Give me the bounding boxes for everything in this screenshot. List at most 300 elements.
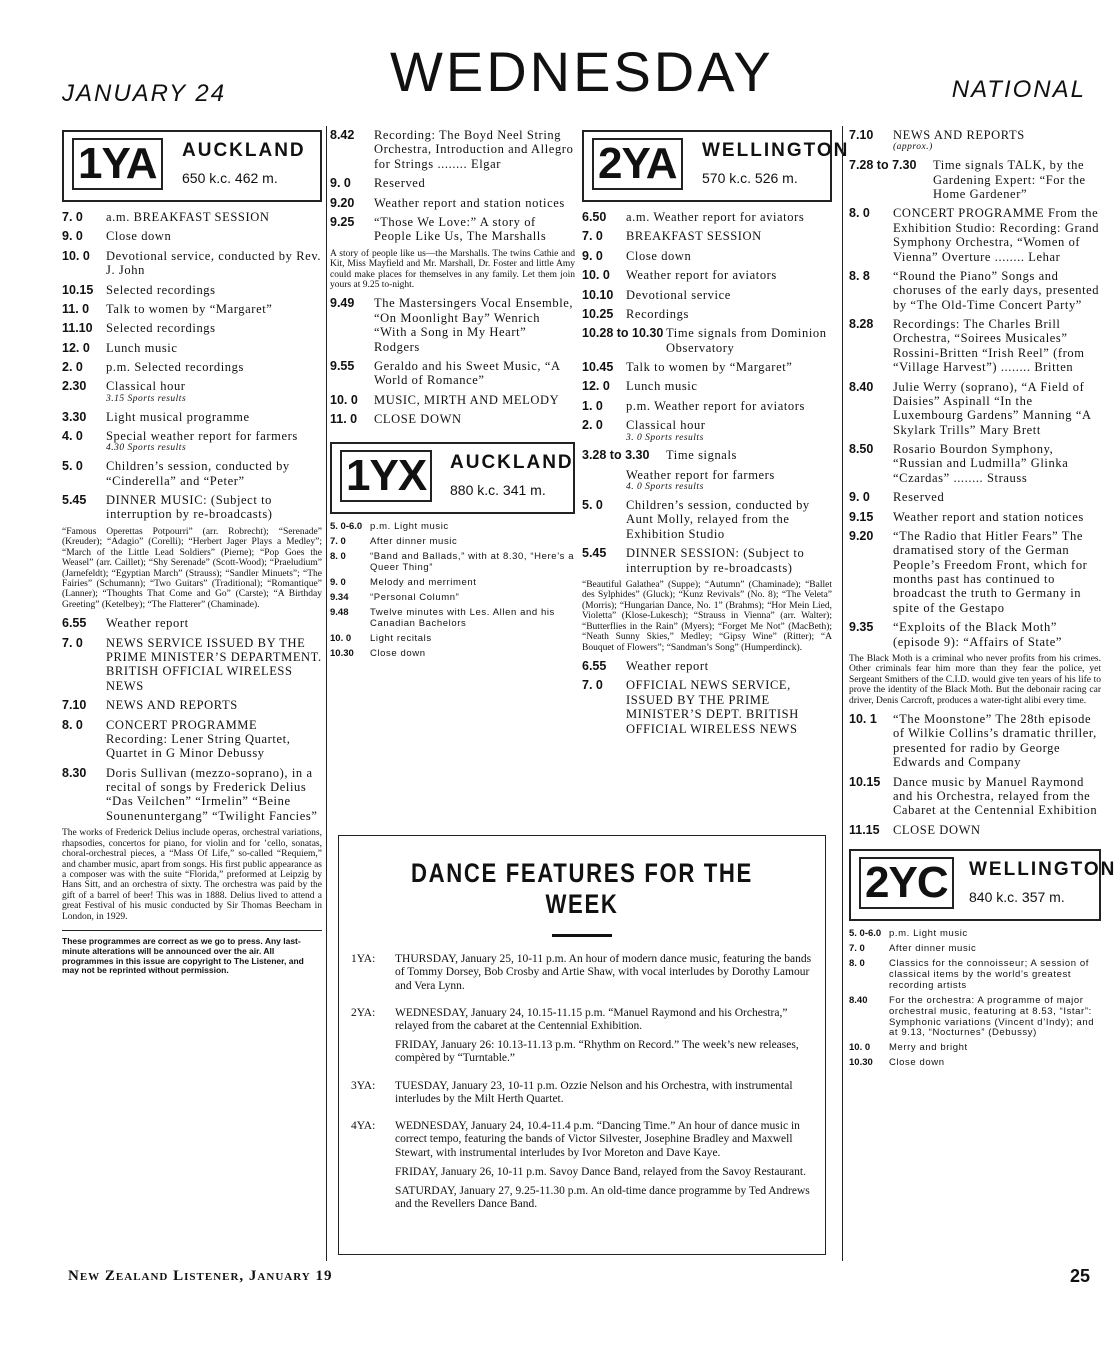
entry-text: Close down <box>106 229 172 244</box>
entry-text: Weather report <box>626 659 709 674</box>
dinner-session-note: “Beautiful Galathea” (Suppe); “Autumn” (Chaminade); “Ballet des Sylphides” (Gluck); “Kunz Revivals” (No. 8); “The Veleta” (Morris); “Hungarian Dance, No. 1” (Brahms); “Hor Mein Lied, Violetta” (Klose-Lukesch); “Strauss in Vienna” (arr. Walter); “Butterflies in the Rain” (Myers); “Forget Me Not” (MacBeth); “Neath Sunny Skies,” Medley; “Gipsy Wine” (Ritter); “A Bouquet of Flowers”; “Sandman’s Song” (Humperdinck). <box>582 579 832 653</box>
entry-text: “Those We Love:” A story of People Like Us, The Marshalls <box>374 214 547 244</box>
entry-time: 8.30 <box>62 765 87 780</box>
station-frequency: 650 k.c. 462 m. <box>182 170 278 186</box>
dance-paragraph: FRIDAY, January 26, 10-11 p.m. Savoy Dance Band, relayed from the Savoy Restaurant. <box>395 1165 806 1178</box>
schedule-entry <box>62 636 322 694</box>
entry-time: 5.45 <box>62 493 87 508</box>
entry-text: The Mastersingers Vocal Ensemble, “On Moonlight Bay” Wenrich “With a Song in My Heart” Rodgers <box>374 296 574 354</box>
schedule-entry <box>330 176 575 190</box>
entry-time: 10.28 to 10.30 <box>582 326 664 341</box>
entry-text: Reserved <box>893 490 945 505</box>
entry-description <box>893 712 1101 770</box>
schedule-entry <box>849 206 1101 264</box>
entry-time: 12. 0 <box>582 379 610 394</box>
schedule-entry <box>582 498 832 541</box>
schedule-entry <box>582 399 832 413</box>
entry-description <box>106 283 322 297</box>
entry-time: 7.28 to 7.30 <box>849 158 917 173</box>
schedule-entry <box>849 823 1101 837</box>
entry-text: Recording: The Boyd Neel String Orchestra, Introduction and Allegro for Strings ........ Elgar <box>374 128 574 171</box>
entry-description <box>106 636 322 694</box>
schedule-entry <box>330 649 575 660</box>
dinner-music-note: “Famous Operettas Potpourri” (arr. Robrecht); “Serenade” (Kreuder); “Adagio” (Corelli); “Herbert Jager Plays a Medley”; “March of the Little Lead Soldiers” (Pierne); “Pop Goes the Weasel” (arr. Caillet); “Shy Serenade” (Scott-Wood); “Praeludium” (Jarnefeldt); “Egyptian March” (Strauss); “Sandler Minuets”; “The Fairies” (Schumann); “Two Guitars” (Traditional); “Romantique” (Lanner); “Thoughts That Come and Go” (Carste); “A Birthday Greeting” (Ketelbey); “The Flatterer” (Chaminade). <box>62 526 322 610</box>
station-frequency: 840 k.c. 357 m. <box>969 889 1065 906</box>
entry-description <box>626 379 832 393</box>
entry-text: After dinner music <box>889 943 977 955</box>
entry-text: p.m. Light music <box>889 928 968 940</box>
entry-time: 6.55 <box>582 659 607 674</box>
dance-paragraph: WEDNESDAY, January 24, 10.4-11.4 p.m. “Dancing Time.” An hour of dance music in correct tempo, featuring the bands of Victor Silvester, Josephine Bradley and Maxwell Stewart, with instrumental interludes by Ivor Moreton and Dave Kaye. <box>395 1120 800 1159</box>
entry-description <box>370 608 575 630</box>
entry-text: CLOSE DOWN <box>374 412 462 426</box>
entry-time: 4. 0 <box>62 429 83 444</box>
entry-text: p.m. Light music <box>370 521 449 533</box>
entry-description <box>889 1058 1101 1069</box>
station-name: WELLINGTON <box>969 859 1116 881</box>
entry-time: 8. 0 <box>330 551 346 563</box>
entry-text: “Round the Piano” Songs and choruses of the early days, presented by “The Old-Time Concert Party” <box>893 268 1100 312</box>
schedule-entry <box>62 229 322 243</box>
entry-text: Recordings: The Charles Brill Orchestra, “Soirees Musicales” Rossini-Britten “Irish Reel” (from “Village Harvest”) ........ Britten <box>893 317 1085 375</box>
dance-paragraph: SATURDAY, January 27, 9.25-11.30 p.m. An old-time dance programme by Ted Andrews and the Revellers Dance Band. <box>395 1184 810 1211</box>
schedule-list <box>582 210 832 575</box>
entry-description <box>370 593 575 604</box>
dance-station: 2YA: <box>351 1006 376 1019</box>
schedule-entry <box>62 616 322 630</box>
schedule-entry <box>330 552 575 574</box>
schedule-entry <box>849 380 1101 438</box>
schedule-entry <box>582 249 832 263</box>
entry-time: 7. 0 <box>849 943 865 955</box>
schedule-list <box>62 210 322 522</box>
entry-time: 6.55 <box>62 616 87 631</box>
entry-text: a.m. BREAKFAST SESSION <box>106 210 270 224</box>
publication-footer: New Zealand Listener, January 19 <box>68 1268 333 1284</box>
schedule-entry <box>330 393 575 407</box>
schedule-entry <box>849 929 1101 940</box>
entry-time: 1. 0 <box>582 398 603 413</box>
entry-subnote: 4. 0 Sports results <box>626 482 704 493</box>
entry-description <box>374 176 575 190</box>
entry-description <box>106 410 322 424</box>
entry-description <box>626 288 832 302</box>
dance-details <box>395 953 813 999</box>
schedule-list <box>582 659 832 736</box>
entry-description <box>666 326 832 355</box>
entry-time: 8.40 <box>849 379 874 394</box>
schedule-entry <box>62 410 322 424</box>
entry-description <box>370 634 575 645</box>
entry-description <box>893 317 1101 375</box>
entry-time: 10. 0 <box>582 268 610 283</box>
entry-text: Weather report and station notices <box>374 195 565 210</box>
entry-text: Doris Sullivan (mezzo-soprano), in a recital of songs by Frederick Delius “Das Veilchen” “Irmelin” “Beine Sounenuntergang” “Twilight Fancies” <box>106 765 318 823</box>
schedule-entry <box>849 529 1101 615</box>
schedule-list <box>330 296 575 426</box>
entry-time: 5. 0-6.0 <box>330 521 363 533</box>
entry-time <box>582 468 626 493</box>
entry-description <box>893 442 1101 485</box>
schedule-entry <box>62 718 322 761</box>
schedule-entry <box>62 302 322 316</box>
entry-time: 3.30 <box>62 409 87 424</box>
issue-date: JANUARY 24 <box>62 80 227 107</box>
schedule-list <box>62 616 322 823</box>
schedule-entry <box>582 418 832 443</box>
entry-description <box>893 775 1101 818</box>
schedule-entry <box>330 608 575 630</box>
entry-description <box>106 229 322 243</box>
schedule-entry <box>582 288 832 302</box>
entry-description <box>626 498 832 541</box>
entry-time: 9.15 <box>849 509 874 524</box>
schedule-entry <box>62 283 322 297</box>
dance-station: 1YA: <box>351 953 376 966</box>
entry-text: a.m. Weather report for aviators <box>626 210 805 224</box>
entry-text: Recordings <box>626 306 689 321</box>
entry-time: 9. 0 <box>62 229 83 244</box>
schedule-entry <box>330 412 575 426</box>
entry-text: Close down <box>889 1057 945 1069</box>
entry-description <box>893 620 1101 649</box>
entry-text: Close down <box>626 248 692 263</box>
entry-description <box>106 429 322 454</box>
entry-description <box>626 418 832 443</box>
entry-text: Reserved <box>374 176 426 191</box>
schedule-entry <box>62 360 322 374</box>
entry-description <box>889 929 1101 940</box>
entry-time: 9.20 <box>330 195 355 210</box>
entry-description <box>106 459 322 488</box>
schedule-entry <box>849 490 1101 504</box>
station-name: AUCKLAND <box>450 452 574 474</box>
schedule-entry <box>330 578 575 589</box>
entry-text: Weather report for aviators <box>626 268 777 283</box>
entry-text: Classical hour <box>106 379 186 394</box>
entry-description <box>370 649 575 660</box>
entry-time: 8. 0 <box>62 717 83 732</box>
entry-description <box>626 229 832 243</box>
dance-paragraph: THURSDAY, January 25, 10-11 p.m. An hour of modern dance music, featuring the bands of Tommy Dorsey, Bob Crosby and Artie Shaw, with vocal interludes by Dorothy Lamour and Vera Lynn. <box>395 953 812 992</box>
schedule-entry <box>849 128 1101 153</box>
entry-text: Talk to women by “Margaret” <box>626 360 793 374</box>
schedule-entry <box>582 360 832 374</box>
entry-description <box>106 698 322 712</box>
schedule-entry <box>582 268 832 282</box>
entry-description <box>889 1043 1101 1054</box>
entry-description <box>374 359 575 388</box>
schedule-entry <box>330 296 575 354</box>
entry-time: 10. 0 <box>330 632 352 644</box>
column-2ya <box>582 126 850 826</box>
entry-description <box>106 302 322 316</box>
entry-time: 11. 0 <box>62 301 90 316</box>
entry-description <box>893 206 1101 264</box>
dance-items <box>351 953 813 1217</box>
schedule-entry <box>582 307 832 321</box>
entry-time: 9. 0 <box>330 577 346 589</box>
entry-text: NEWS AND REPORTS <box>106 698 238 713</box>
entry-text: p.m. Selected recordings <box>106 360 244 374</box>
entry-text: Lunch music <box>106 340 178 355</box>
station-frequency: 880 k.c. 341 m. <box>450 482 546 499</box>
entry-text: CONCERT PROGRAMME From the Exhibition Studio: Recording: Grand Symphony Orchestra, “Women of Vienna” Overture ........ Lehar <box>893 206 1100 264</box>
entry-text: Lunch music <box>626 379 698 394</box>
entry-description <box>893 380 1101 438</box>
entry-description <box>626 268 832 282</box>
schedule-entry <box>62 379 322 404</box>
schedule-list <box>330 522 575 659</box>
schedule-entry <box>330 196 575 210</box>
entry-time: 5. 0 <box>582 498 603 513</box>
dance-features-box <box>338 835 826 1255</box>
entry-text: After dinner music <box>370 536 458 548</box>
entry-time: 7. 0 <box>582 678 603 693</box>
entry-text: Rosario Bourdon Symphony, “Russian and Ludmilla” Glinka “Czardas” ........ Strauss <box>893 442 1069 485</box>
schedule-entry <box>62 249 322 278</box>
entry-description <box>893 823 1101 837</box>
marshalls-note: A story of people like us—the Marshalls. The twins Cathie and Kit, Miss Mayfield and Mr. Marshall, Dr. Foster and little Amy could make places for themselves in any family. Let them join yours at 9.25 to-night. <box>330 248 575 290</box>
entry-subnote: 3.15 Sports results <box>106 393 187 404</box>
entry-time: 7.10 <box>62 698 87 713</box>
station-logo: 2YA <box>592 138 683 190</box>
entry-text: Classics for the connoisseur; A session of classical items by the world’s greatest recording artists <box>889 957 1089 991</box>
entry-description <box>626 210 832 224</box>
schedule-entry <box>582 326 832 355</box>
entry-time: 11.10 <box>62 321 93 336</box>
schedule-entry <box>330 128 575 171</box>
entry-description <box>889 944 1101 955</box>
entry-time: 2. 0 <box>62 360 83 374</box>
entry-time: 9.35 <box>849 620 874 635</box>
entry-text: For the orchestra: A programme of major orchestral music, featuring at 8.53, “Istar”: Symphonic variations (Vincent d’Indy); and at 9.13, “Nocturnes” (Debussy) <box>889 994 1095 1039</box>
schedule-list <box>330 128 575 244</box>
entry-time: 9.20 <box>849 528 874 543</box>
schedule-entry <box>582 229 832 243</box>
schedule-entry <box>849 944 1101 955</box>
entry-text: Time signals TALK, by the Gardening Expert: “For the Home Gardener” <box>933 158 1086 202</box>
schedule-entry <box>582 448 832 462</box>
entry-time: 9.49 <box>330 296 355 311</box>
entry-subnote: 3. 0 Sports results <box>626 432 704 443</box>
dance-paragraph: WEDNESDAY, January 24, 10.15-11.15 p.m. “Manuel Raymond and his Orchestra,” relayed from the cabaret at the Centennial Exhibition. <box>395 1006 788 1032</box>
entry-description <box>374 196 575 210</box>
entry-text: Time signals from Dominion Observatory <box>666 326 827 355</box>
entry-time: 5. 0 <box>62 459 83 474</box>
schedule-entry <box>330 634 575 645</box>
entry-description <box>370 522 575 533</box>
entry-description <box>370 537 575 548</box>
entry-description <box>626 678 832 736</box>
entry-text: NEWS AND REPORTS <box>893 128 1025 142</box>
entry-description <box>106 341 322 355</box>
entry-text: Geraldo and his Sweet Music, “A World of Romance” <box>374 358 560 388</box>
entry-time: 9.55 <box>330 358 355 373</box>
entry-text: Light recitals <box>370 632 432 644</box>
schedule-entry <box>849 620 1101 649</box>
page-number: 25 <box>1070 1266 1091 1286</box>
dance-item <box>351 1007 813 1072</box>
entry-text: “The Moonstone” The 28th episode of Wilkie Collins’s dramatic thriller, presented for radio by George Edwards and Company <box>893 712 1097 770</box>
entry-text: Weather report <box>106 616 189 631</box>
entry-time: 2.30 <box>62 379 87 394</box>
dance-item <box>351 1120 813 1217</box>
entry-description <box>893 128 1101 153</box>
entry-description <box>626 249 832 263</box>
schedule-list <box>849 712 1101 837</box>
entry-text: “Band and Ballads,” with at 8.30, “Here’s a Queer Thing” <box>370 551 575 574</box>
entry-time: 8.28 <box>849 317 874 332</box>
entry-text: “Exploits of the Black Moth” (episode 9): “Affairs of State” <box>893 620 1063 649</box>
schedule-entry <box>330 359 575 388</box>
schedule-entry <box>849 269 1101 312</box>
station-logo: 2YC <box>859 857 954 909</box>
entry-description <box>893 529 1101 615</box>
station-logo: 1YX <box>340 450 432 502</box>
entry-time: 2. 0 <box>582 418 603 433</box>
entry-time: 10.15 <box>849 774 881 789</box>
entry-text: Melody and merriment <box>370 577 477 589</box>
entry-description <box>626 399 832 413</box>
entry-description <box>106 210 322 224</box>
entry-description <box>626 468 832 493</box>
entry-description <box>370 578 575 589</box>
dance-details <box>395 1120 813 1217</box>
entry-text: p.m. Weather report for aviators <box>626 398 806 413</box>
entry-description <box>889 959 1101 992</box>
entry-text: Children’s session, conducted by Aunt Molly, relayed from the Exhibition Studio <box>626 498 810 541</box>
entry-description <box>626 546 832 575</box>
entry-text: DINNER SESSION: (Subject to interruption by re-broadcasts) <box>626 546 805 575</box>
schedule-entry <box>849 775 1101 818</box>
schedule-list <box>849 929 1101 1069</box>
schedule-entry <box>62 321 322 335</box>
entry-description <box>106 379 322 404</box>
schedule-entry <box>849 158 1101 201</box>
schedule-entry <box>582 678 832 736</box>
entry-time: 8.42 <box>330 128 355 142</box>
entry-text: BREAKFAST SESSION <box>626 229 762 244</box>
dance-features-title: DANCE FEATURES FOR THE WEEK <box>411 858 753 920</box>
entry-text: Talk to women by “Margaret” <box>106 301 273 316</box>
entry-description <box>893 510 1101 524</box>
station-header-2ya <box>582 130 850 202</box>
title-rule <box>552 934 612 937</box>
entry-text: Merry and bright <box>889 1042 968 1054</box>
schedule-entry <box>62 698 322 712</box>
entry-text: Close down <box>370 647 426 659</box>
entry-description <box>374 296 575 354</box>
dance-station: 4YA: <box>351 1120 376 1133</box>
entry-time: 8.50 <box>849 442 874 457</box>
entry-time: 10. 1 <box>849 712 877 727</box>
schedule-entry <box>849 1058 1101 1069</box>
schedule-entry <box>330 215 575 244</box>
entry-description <box>626 659 832 673</box>
entry-text: “Personal Column” <box>370 591 460 603</box>
station-name: AUCKLAND <box>182 140 306 161</box>
entry-time: 10. 0 <box>62 248 90 263</box>
entry-text: CONCERT PROGRAMME Recording: Lener String Quartet, Quartet in G Minor Debussy <box>106 717 291 761</box>
entry-time: 10.10 <box>582 287 614 302</box>
entry-text: Time signals <box>666 448 737 463</box>
entry-text: CLOSE DOWN <box>893 822 981 837</box>
station-frequency: 570 k.c. 526 m. <box>702 170 798 186</box>
entry-description <box>666 448 832 462</box>
entry-time: 6.50 <box>582 210 607 224</box>
entry-time: 7. 0 <box>62 635 83 650</box>
entry-time: 7. 0 <box>582 229 603 244</box>
entry-description <box>893 269 1101 312</box>
schedule-entry <box>62 766 322 824</box>
dance-paragraph: FRIDAY, January 26: 10.13-11.13 p.m. “Rhythm on Record.” The week’s new releases, compèred by “Turntable.” <box>395 1039 799 1065</box>
copyright-notice: These programmes are correct as we go to press. Any last-minute alterations will be announced over the air. All programmes in this issue are copyright to The Listener, and may not be reprinted without permission. <box>62 930 322 976</box>
entry-description <box>106 766 322 824</box>
entry-time: 9.48 <box>330 606 349 618</box>
station-header-1ya <box>62 130 322 202</box>
dance-details <box>395 1080 813 1112</box>
entry-text: Devotional service, conducted by Rev. J. John <box>106 248 322 278</box>
entry-time: 8. 8 <box>849 268 870 283</box>
entry-time: 3.28 to 3.30 <box>582 448 650 463</box>
entry-time: 5. 0-6.0 <box>849 928 882 940</box>
entry-description <box>626 307 832 321</box>
black-moth-note: The Black Moth is a criminal who never profits from his crimes. Other criminals fear him more than they fear the police, yet Sergeant Smithers of the C.I.D. would give ten years of his life to prove the identity of the Black Moth. But the debonair racing car driver, Denis Carcroft, produces a water-tight alibi every time. <box>849 653 1101 706</box>
entry-time: 10.30 <box>849 1057 873 1069</box>
entry-time: 9. 0 <box>582 248 603 263</box>
entry-time: 10. 0 <box>849 1042 871 1054</box>
entry-text: MUSIC, MIRTH AND MELODY <box>374 392 560 407</box>
entry-text: Selected recordings <box>106 282 216 297</box>
schedule-entry <box>849 510 1101 524</box>
entry-description <box>374 128 575 171</box>
entry-description <box>106 321 322 335</box>
entry-description <box>106 616 322 630</box>
entry-description <box>106 718 322 761</box>
schedule-entry <box>582 659 832 673</box>
entry-description <box>374 215 575 244</box>
entry-text: Twelve minutes with Les. Allen and his Canadian Bachelors <box>370 606 555 629</box>
schedule-entry <box>582 210 832 224</box>
entry-time: 9.34 <box>330 591 349 603</box>
schedule-list <box>849 128 1101 649</box>
entry-description <box>933 158 1101 201</box>
schedule-entry <box>62 493 322 522</box>
schedule-entry <box>582 546 832 575</box>
column-1ya-cont <box>330 126 575 826</box>
entry-text: NEWS SERVICE ISSUED BY THE PRIME MINISTER’S DEPARTMENT. BRITISH OFFICIAL WIRELESS NEWS <box>106 635 322 693</box>
entry-time: 9. 0 <box>330 176 351 191</box>
entry-time: 9. 0 <box>849 490 870 505</box>
entry-text: Devotional service <box>626 287 731 302</box>
entry-text: OFFICIAL NEWS SERVICE, ISSUED BY THE PRIME MINISTER’S DEPT. BRITISH OFFICIAL WIRELESS NEWS <box>626 678 799 736</box>
entry-time: 10.45 <box>582 360 614 374</box>
schedule-entry <box>582 379 832 393</box>
entry-time: 10.25 <box>582 306 614 321</box>
entry-text: Children’s session, conducted by “Cinderella” and “Peter” <box>106 459 290 488</box>
entry-time: 10. 0 <box>330 392 358 407</box>
entry-description <box>106 360 322 374</box>
entry-text: Selected recordings <box>106 321 216 336</box>
schedule-entry <box>849 996 1101 1040</box>
entry-description <box>893 490 1101 504</box>
entry-description <box>889 996 1101 1040</box>
station-header-1yx <box>330 442 575 514</box>
entry-time: 11.15 <box>849 822 880 837</box>
page-title: WEDNESDAY <box>390 40 774 103</box>
entry-time: 9.25 <box>330 214 355 229</box>
